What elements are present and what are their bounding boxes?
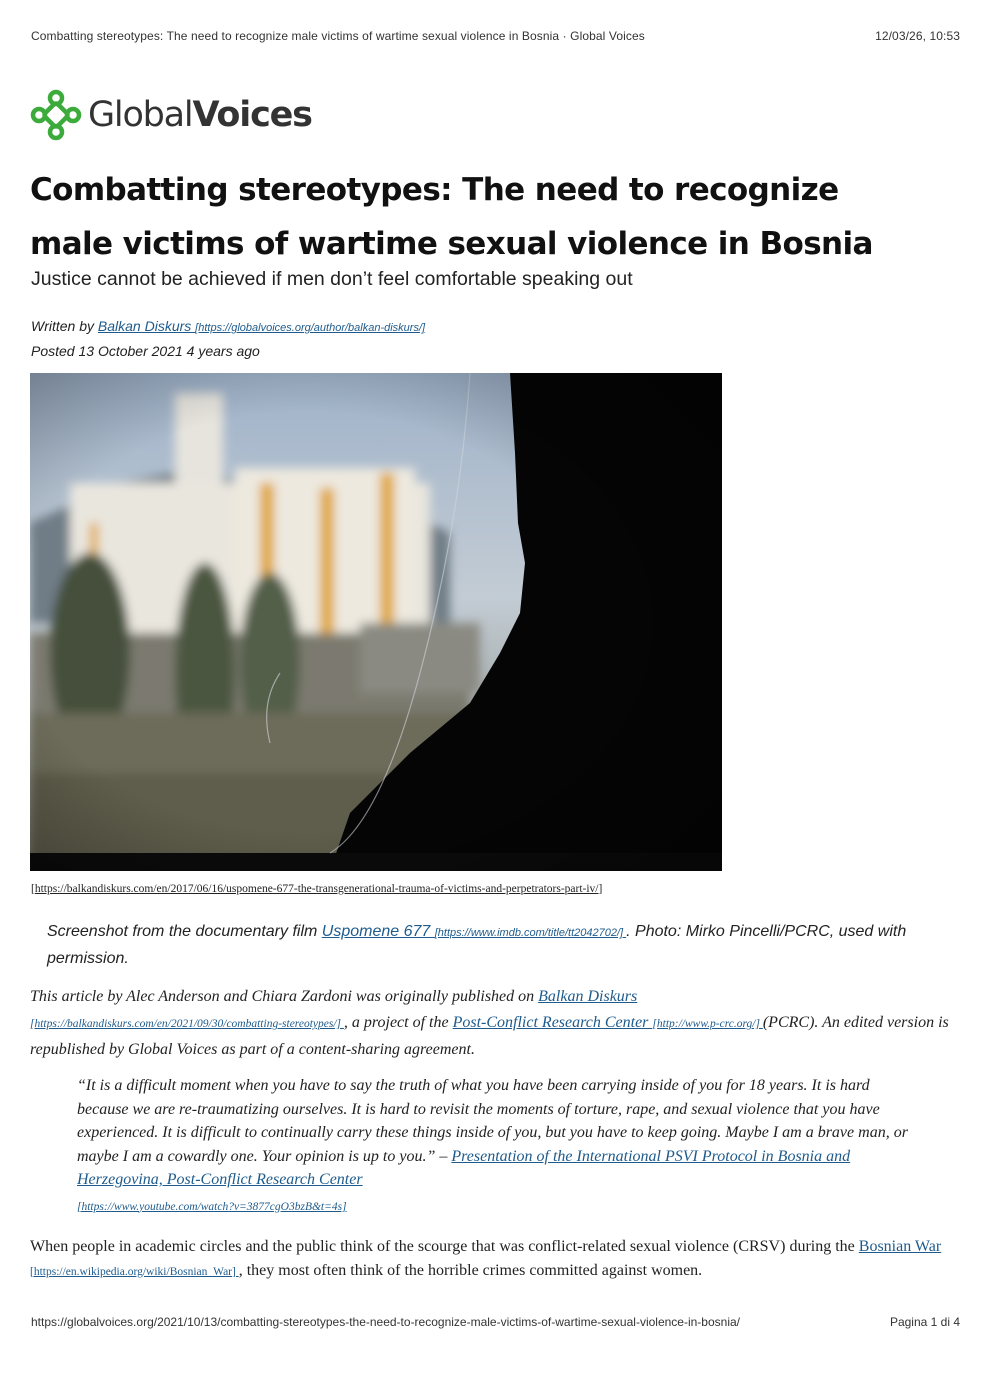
print-header: [31, 29, 960, 43]
hero-photo: [30, 373, 722, 871]
author-url[interactable]: [https://globalvoices.org/author/balkan-diskurs/]: [195, 322, 426, 334]
global-voices-logo[interactable]: [30, 88, 312, 142]
para-text-2: , they most often think of the horrible crimes committed against women.: [238, 1261, 703, 1279]
article-subtitle: Justice cannot be achieved if men don’t feel comfortable speaking out: [31, 268, 633, 290]
author-link[interactable]: Balkan Diskurs: [97, 318, 196, 334]
image-link-url[interactable]: https://balkandiskurs.com/en/2017/06/16/uspomene-677-the-transgenerational-trauma-of-victims-and-perpetrators-part-iv/: [34, 883, 599, 895]
bosnian-war-link[interactable]: Bosnian War: [858, 1238, 942, 1255]
pcrc-url[interactable]: [http://www.p-crc.org/]: [652, 1018, 763, 1030]
intro-paragraph: [30, 984, 955, 1063]
para-text-1: When people in academic circles and the public think of the scourge that was conflict-related sexual violence (CRSV) during the: [30, 1238, 859, 1255]
written-by-line: [31, 315, 425, 340]
intro-text-3: (PCRC). An edited version is republished by Global Voices as part of a content-sharing agreement.: [30, 1014, 949, 1058]
pcrc-link[interactable]: Post-Conflict Research Center: [452, 1014, 653, 1031]
global-voices-knot-icon: [30, 89, 82, 141]
logo-text-voices: Voices: [192, 95, 312, 135]
caption-film-link[interactable]: Uspomene 677: [321, 923, 435, 940]
print-datetime: 12/03/26, 10:53: [875, 29, 960, 43]
print-footer: [31, 1315, 960, 1329]
print-page-title: Combatting stereotypes: The need to recognize male victims of wartime sexual violence in Bosnia · Global Voices: [31, 29, 645, 43]
hero-image[interactable]: [30, 373, 722, 871]
image-caption: [47, 919, 927, 971]
posted-date: Posted 13 October 2021 4 years ago: [31, 343, 260, 359]
logo-wordmark: [88, 95, 312, 135]
written-by-prefix: Written by: [31, 318, 98, 334]
balkan-diskurs-link[interactable]: Balkan Diskurs: [538, 988, 638, 1005]
article-title: Combatting stereotypes: The need to recognize male victims of wartime sexual violence in Bosnia: [30, 172, 873, 262]
logo-text-global: Global: [88, 95, 193, 135]
caption-prefix: Screenshot from the documentary film: [47, 923, 322, 940]
intro-text-1: This article by Alec Anderson and Chiara Zardoni was originally published on: [30, 988, 539, 1005]
quote-text: “It is a difficult moment when you have to say the truth of what you have been carrying inside of you for 18 years. It is hard because we are re-traumatizing ourselves. It is hard to revisit the moments of torture, rape, and sexual violence that you have experienced. It is difficult to continually carry these things inside of you, but you have to keep going. Maybe I am a brave man, or maybe I am a cowardly one. Your opinion is up to you.” –: [77, 1077, 908, 1165]
print-url: https://globalvoices.org/2021/10/13/combatting-stereotypes-the-need-to-recognize-male-victims-of-wartime-sexual-violence-in-bosnia/: [31, 1315, 740, 1329]
quote-source-link[interactable]: Presentation of the International PSVI Protocol in Bosnia and Herzegovina, Post-Conflict Research Center: [77, 1147, 851, 1188]
intro-text-2: , a project of the: [343, 1014, 453, 1031]
balkan-diskurs-url[interactable]: [https://balkandiskurs.com/en/2021/09/30/combatting-stereotypes/]: [30, 1018, 344, 1030]
print-page-number: Pagina 1 di 4: [889, 1315, 960, 1329]
image-link[interactable]: [https://balkandiskurs.com/en/2017/06/16/uspomene-677-the-transgenerational-trauma-of-victims-and-perpetrators-part-iv/]: [31, 883, 603, 895]
quote-source-url[interactable]: [https://www.youtube.com/watch?v=3877cgO3bzB&t=4s]: [77, 1200, 347, 1213]
caption-film-url[interactable]: [https://www.imdb.com/title/tt2042702/]: [434, 927, 627, 939]
body-paragraph: [30, 1235, 960, 1284]
caption-suffix: . Photo: Mirko Pincelli/PCRC, used with permission.: [47, 923, 907, 967]
blockquote: [77, 1074, 917, 1219]
byline: [31, 315, 425, 363]
bosnian-war-url[interactable]: [https://en.wikipedia.org/wiki/Bosnian_War]: [30, 1265, 239, 1278]
